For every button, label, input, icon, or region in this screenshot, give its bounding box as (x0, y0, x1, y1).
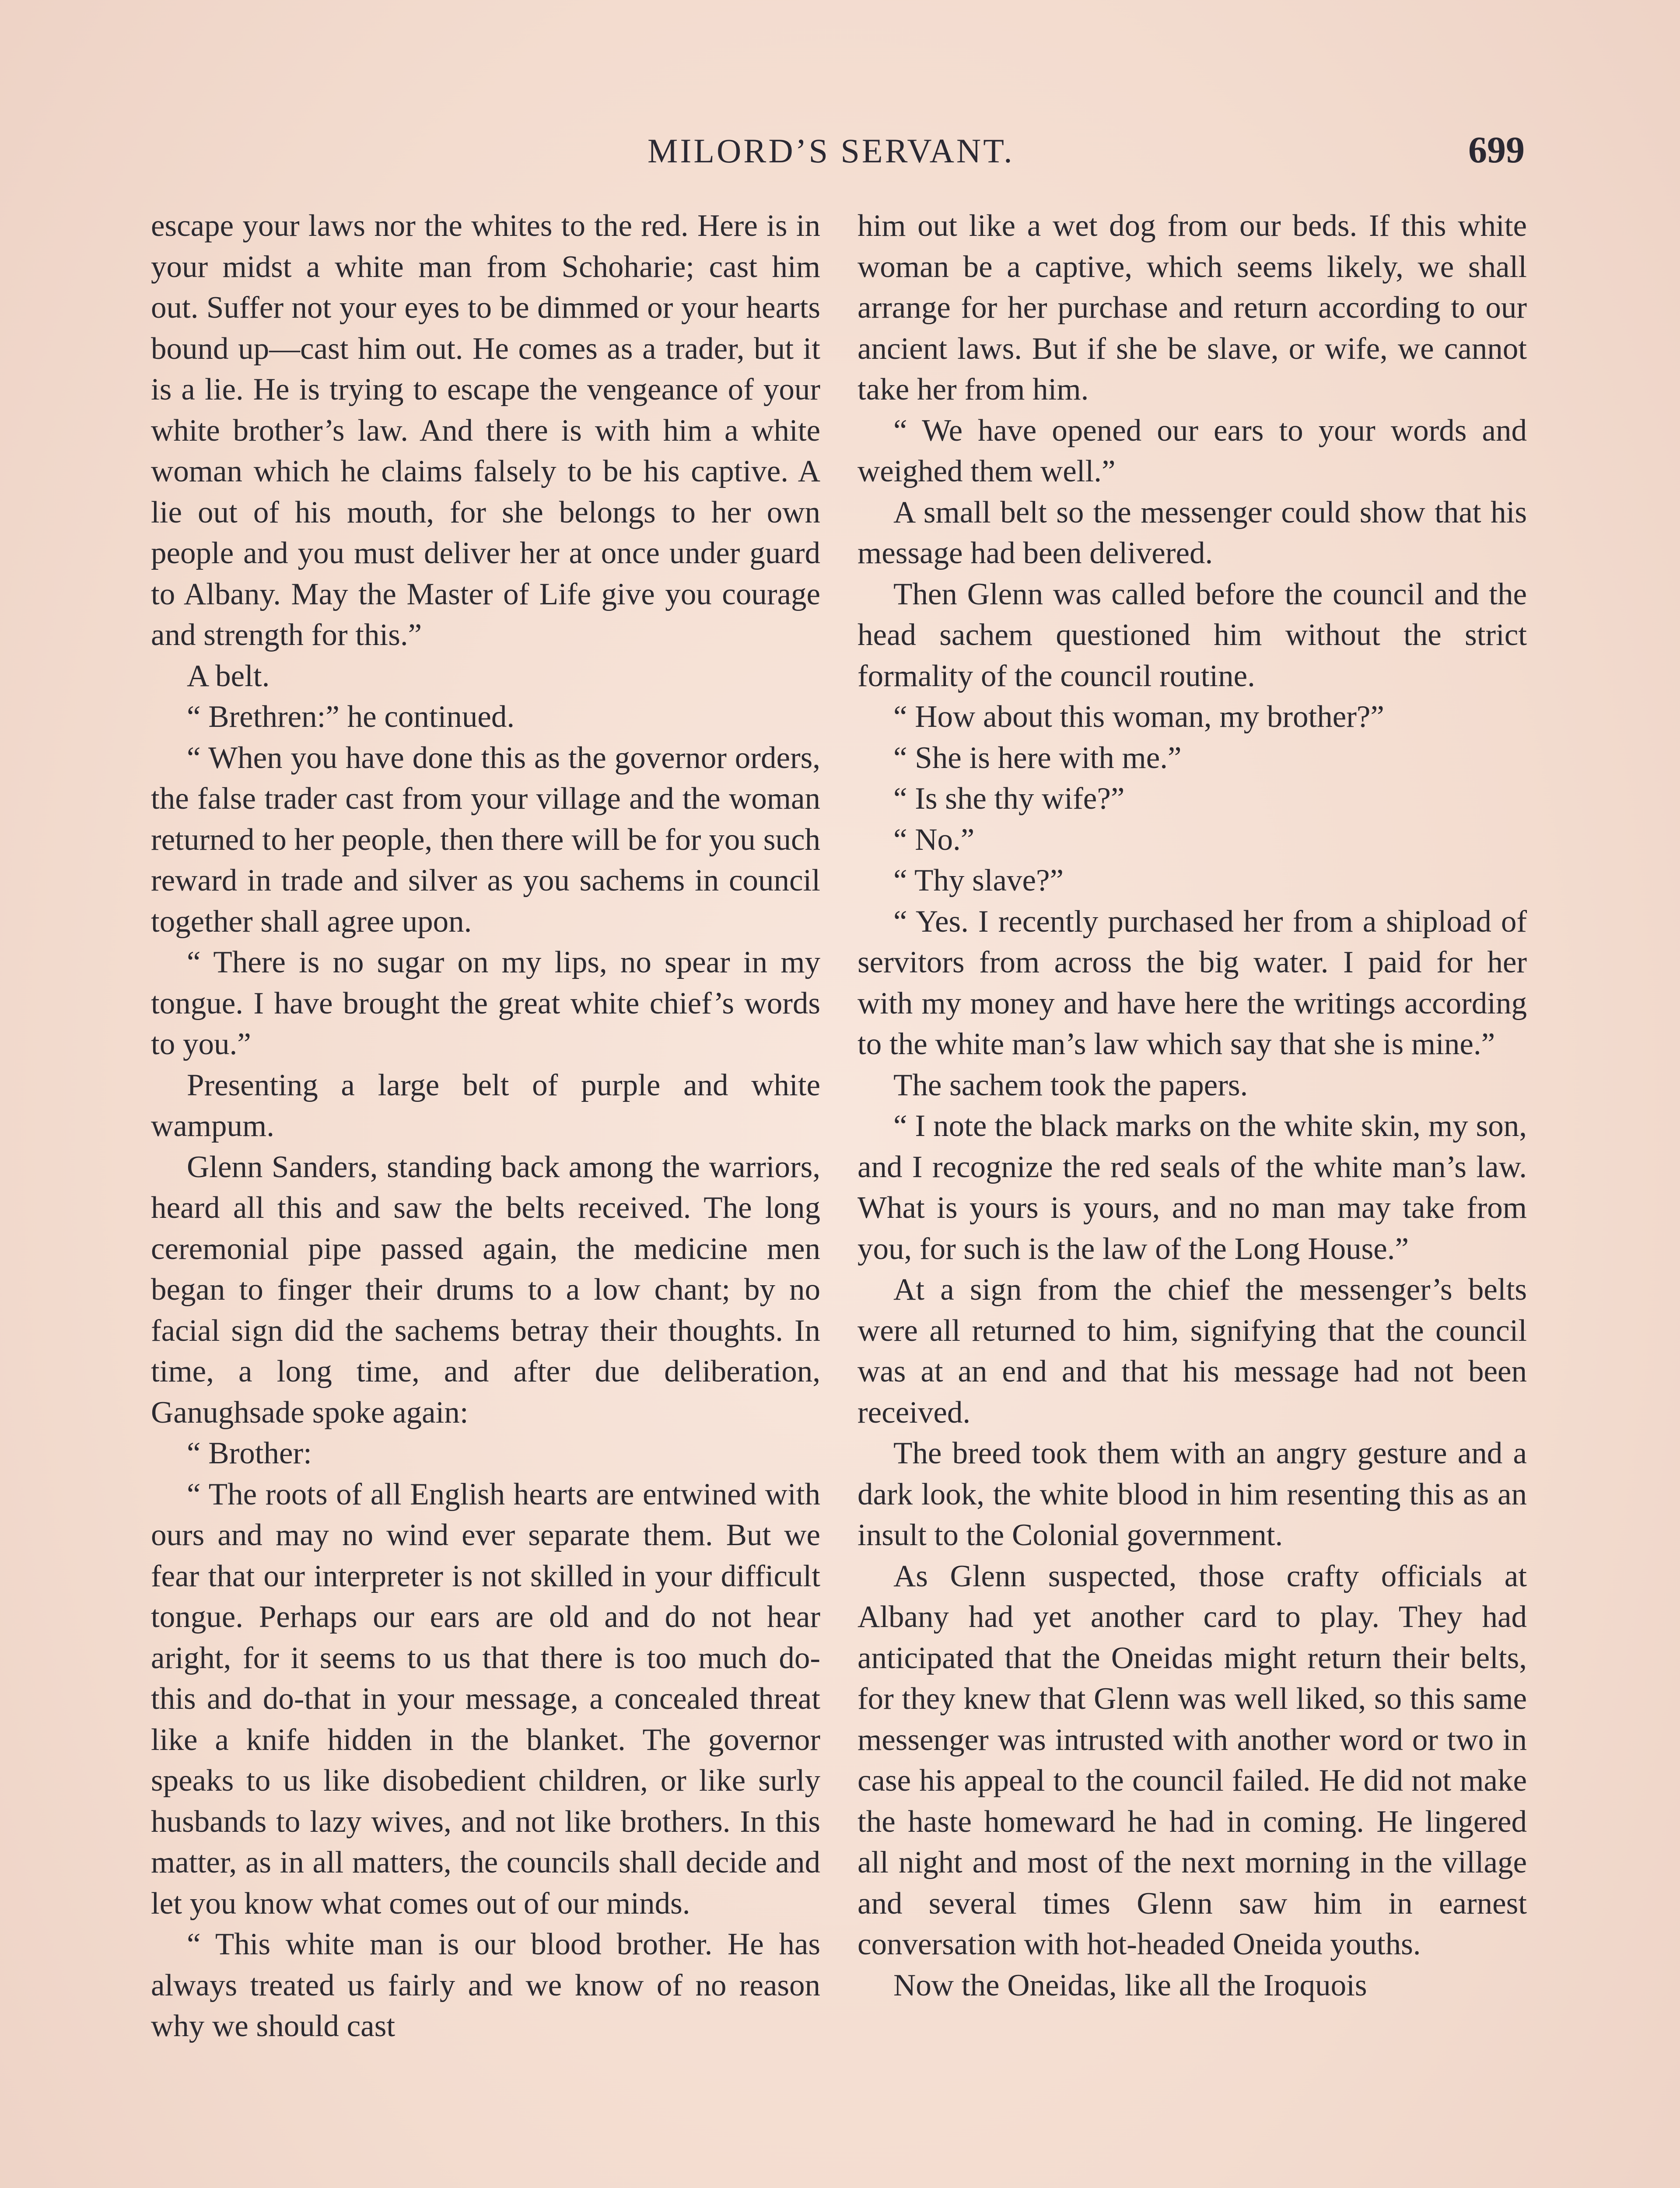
paragraph: At a sign from the chief the messenger’s belts were all returned to him, signifying that the council was at an end and that his message had not been received. (858, 1273, 1527, 1430)
paragraph: “ No.” (893, 822, 975, 857)
paragraph: “ How about this woman, my brother?” (893, 700, 1384, 734)
paragraph: As Glenn suspected, those crafty officials at Albany had yet another card to play. They had anticipated that the Oneidas might return their belts, for they knew that Glenn was well liked, so this same messenger was intrusted with another word or two in case his appeal to the council failed. He did not make the haste homeward he had in coming. He lingered all night and most of the next morning in the village and several times Glenn saw him in earnest conversation with hot-headed Oneida youths. (858, 1559, 1527, 1961)
paragraph: Presenting a large belt of purple and white wampum. (151, 1068, 820, 1143)
paragraph: “ I note the black marks on the white skin, my son, and I recognize the red seals of the white man’s law. What is yours is yours, and no man may take from you, for such is the law of the Long House.” (858, 1109, 1527, 1266)
paragraph: The sachem took the papers. (893, 1068, 1248, 1102)
paragraph: “ We have opened our ears to your words and weighed them well.” (858, 413, 1527, 488)
paragraph: “ Brother: (187, 1436, 312, 1470)
running-title: MILORD’S SERVANT. (648, 132, 1015, 170)
paragraph: “ Brethren:” he continued. (187, 700, 515, 734)
paragraph: “ Thy slave?” (893, 863, 1064, 898)
paragraph: “ She is here with me.” (893, 740, 1182, 775)
paragraph: him out like a wet dog from our beds. If this white woman be a captive, which seems likely, we shall arrange for her purchase and return according to our ancient laws. But if she be slave, or wife, we cannot take her from him. (858, 209, 1527, 407)
text-column-left (151, 206, 820, 2047)
paragraph: “ Is she thy wife?” (893, 782, 1125, 816)
paragraph: “ There is no sugar on my lips, no spear in my tongue. I have brought the great white chief’s words to you.” (151, 945, 820, 1061)
paragraph: “ The roots of all English hearts are entwined with ours and may no wind ever separate them. But we fear that our interpreter is not skilled in your difficult tongue. Perhaps our ears are old and do not hear aright, for it seems to us that there is too much do-this and do-that in your message, a concealed threat like a knife hidden in the blanket. The governor speaks to us like disobedient children, or like surly husbands to lazy wives, and not like brothers. In this matter, as in all matters, the councils shall decide and let you know what comes out of our minds. (151, 1477, 820, 1921)
page-number: 699 (1468, 129, 1525, 171)
text-column-right (858, 206, 1527, 2006)
paragraph: escape your laws nor the whites to the red. Here is in your midst a white man from Schoharie; cast him out. Suffer not your eyes to be dimmed or your hearts bound up—cast him out. He comes as a trader, but it is a lie. He is trying to escape the vengeance of your white brother’s law. And there is with him a white woman which he claims falsely to be his captive. A lie out of his mouth, for she belongs to her own people and you must deliver her at once under guard to Albany. May the Master of Life give you courage and strength for this.” (151, 209, 820, 652)
paragraph: A belt. (187, 659, 270, 693)
paragraph: “ This white man is our blood brother. He has always treated us fairly and we know of no reason why we should cast (151, 1927, 820, 2043)
paragraph: The breed took them with an angry gesture and a dark look, the white blood in him resenting this as an insult to the Colonial government. (858, 1436, 1527, 1552)
paragraph: “ Yes. I recently purchased her from a shipload of servitors from across the big water. I paid for her with my money and have here the writings according to the white man’s law which say that she is mine.” (858, 904, 1527, 1061)
paragraph: A small belt so the messenger could show that his message had been delivered. (858, 495, 1527, 570)
paragraph: Now the Oneidas, like all the Iroquois (893, 1968, 1367, 2002)
paragraph: Glenn Sanders, standing back among the warriors, heard all this and saw the belts received. The long ceremonial pipe passed again, the medicine men began to finger their drums to a low chant; by no facial sign did the sachems betray their thoughts. In time, a long time, and after due deliberation, Ganughsade spoke again: (151, 1150, 820, 1430)
paragraph: “ When you have done this as the governor orders, the false trader cast from your village and the woman returned to her people, then there will be for you such reward in trade and silver as you sachems in council together shall agree upon. (151, 740, 820, 939)
paragraph: Then Glenn was called before the council and the head sachem questioned him without the strict formality of the council routine. (858, 577, 1527, 693)
